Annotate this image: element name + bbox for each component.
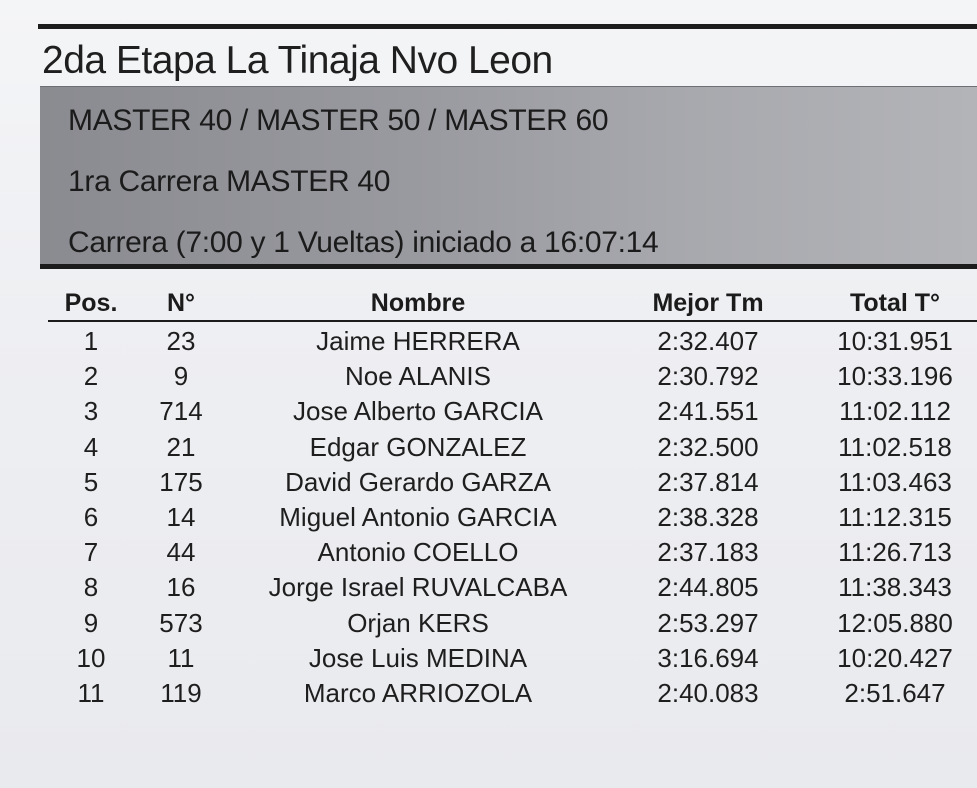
cell-name: Jorge Israel RUVALCABA bbox=[268, 572, 568, 603]
table-row bbox=[48, 428, 977, 463]
cell-number: 44 bbox=[166, 537, 196, 568]
cell-best-time: 2:41.551 bbox=[657, 396, 759, 427]
table-row bbox=[48, 533, 977, 568]
cell-total-time: 11:02.518 bbox=[838, 431, 952, 462]
cell-total-time: 11:38.343 bbox=[838, 572, 952, 603]
cell-position: 6 bbox=[83, 501, 99, 532]
cell-number: 11 bbox=[167, 642, 195, 673]
cell-name: Miguel Antonio GARCIA bbox=[279, 501, 557, 532]
cell-total-time: 11:12.315 bbox=[838, 501, 952, 532]
cell-best-time: 2:32.500 bbox=[657, 431, 759, 462]
header-position: Pos. bbox=[64, 289, 118, 317]
table-row bbox=[48, 674, 977, 709]
cell-number: 21 bbox=[166, 431, 196, 462]
cell-total-time: 2:51.647 bbox=[844, 677, 946, 708]
cell-position: 7 bbox=[83, 537, 99, 568]
cell-position: 1 bbox=[83, 326, 99, 356]
table-row bbox=[48, 357, 977, 392]
cell-total-time: 10:33.196 bbox=[837, 361, 953, 392]
results-table bbox=[48, 286, 977, 709]
table-row bbox=[48, 463, 977, 498]
cell-total-time: 10:31.951 bbox=[837, 326, 953, 356]
cell-position: 3 bbox=[83, 396, 99, 427]
cell-position: 11 bbox=[77, 677, 105, 708]
cell-name: David Gerardo GARZA bbox=[285, 466, 551, 497]
cell-total-time: 11:02.112 bbox=[839, 396, 951, 427]
table-row bbox=[48, 568, 977, 603]
cell-best-time: 3:16.694 bbox=[657, 642, 759, 673]
categories-line: MASTER 40 / MASTER 50 / MASTER 60 bbox=[68, 104, 609, 137]
cell-best-time: 2:32.407 bbox=[657, 326, 759, 356]
cell-name: Noe ALANIS bbox=[345, 361, 491, 392]
cell-best-time: 2:30.792 bbox=[657, 361, 759, 392]
cell-total-time: 10:20.427 bbox=[837, 642, 953, 673]
results-rows bbox=[48, 322, 977, 709]
cell-name: Antonio COELLO bbox=[317, 537, 519, 568]
cell-best-time: 2:40.083 bbox=[657, 677, 759, 708]
cell-number: 119 bbox=[160, 677, 202, 708]
cell-position: 2 bbox=[83, 361, 99, 392]
band-bottom-rule bbox=[40, 264, 977, 269]
table-row bbox=[48, 322, 977, 357]
cell-number: 175 bbox=[159, 466, 203, 497]
header-best-time: Mejor Tm bbox=[652, 289, 764, 317]
cell-number: 714 bbox=[159, 396, 203, 427]
cell-number: 14 bbox=[166, 501, 196, 532]
results-header-row bbox=[48, 286, 977, 322]
cell-name: Marco ARRIOZOLA bbox=[303, 677, 533, 708]
top-rule bbox=[38, 24, 977, 29]
cell-total-time: 11:26.713 bbox=[838, 537, 952, 568]
cell-name: Orjan KERS bbox=[347, 607, 489, 638]
cell-position: 5 bbox=[83, 466, 99, 497]
cell-position: 9 bbox=[83, 607, 99, 638]
header-name: Nombre bbox=[370, 289, 466, 317]
cell-best-time: 2:37.183 bbox=[657, 537, 759, 568]
cell-total-time: 12:05.880 bbox=[837, 607, 953, 638]
category-band bbox=[40, 86, 977, 267]
cell-best-time: 2:53.297 bbox=[657, 607, 759, 638]
table-row bbox=[48, 392, 977, 427]
cell-number: 9 bbox=[173, 361, 189, 392]
race-start-line: Carrera (7:00 y 1 Vueltas) iniciado a 16:07:14 bbox=[68, 226, 659, 259]
cell-best-time: 2:38.328 bbox=[657, 501, 759, 532]
cell-name: Edgar GONZALEZ bbox=[309, 431, 527, 462]
table-row bbox=[48, 604, 977, 639]
header-total-time: Total T° bbox=[849, 289, 941, 317]
header-number: N° bbox=[166, 289, 196, 317]
event-title: 2da Etapa La Tinaja Nvo Leon bbox=[42, 39, 553, 82]
cell-position: 8 bbox=[83, 572, 99, 603]
cell-best-time: 2:44.805 bbox=[657, 572, 759, 603]
cell-position: 4 bbox=[83, 431, 99, 462]
cell-best-time: 2:37.814 bbox=[657, 466, 759, 497]
cell-number: 23 bbox=[166, 326, 196, 356]
cell-name: Jaime HERRERA bbox=[316, 326, 520, 356]
race-line: 1ra Carrera MASTER 40 bbox=[68, 165, 391, 198]
cell-total-time: 11:03.463 bbox=[838, 466, 952, 497]
cell-number: 16 bbox=[166, 572, 196, 603]
cell-name: Jose Luis MEDINA bbox=[308, 642, 528, 673]
table-row bbox=[48, 498, 977, 533]
cell-number: 573 bbox=[159, 607, 203, 638]
table-row bbox=[48, 639, 977, 674]
cell-name: Jose Alberto GARCIA bbox=[293, 396, 543, 427]
cell-position: 10 bbox=[76, 642, 106, 673]
